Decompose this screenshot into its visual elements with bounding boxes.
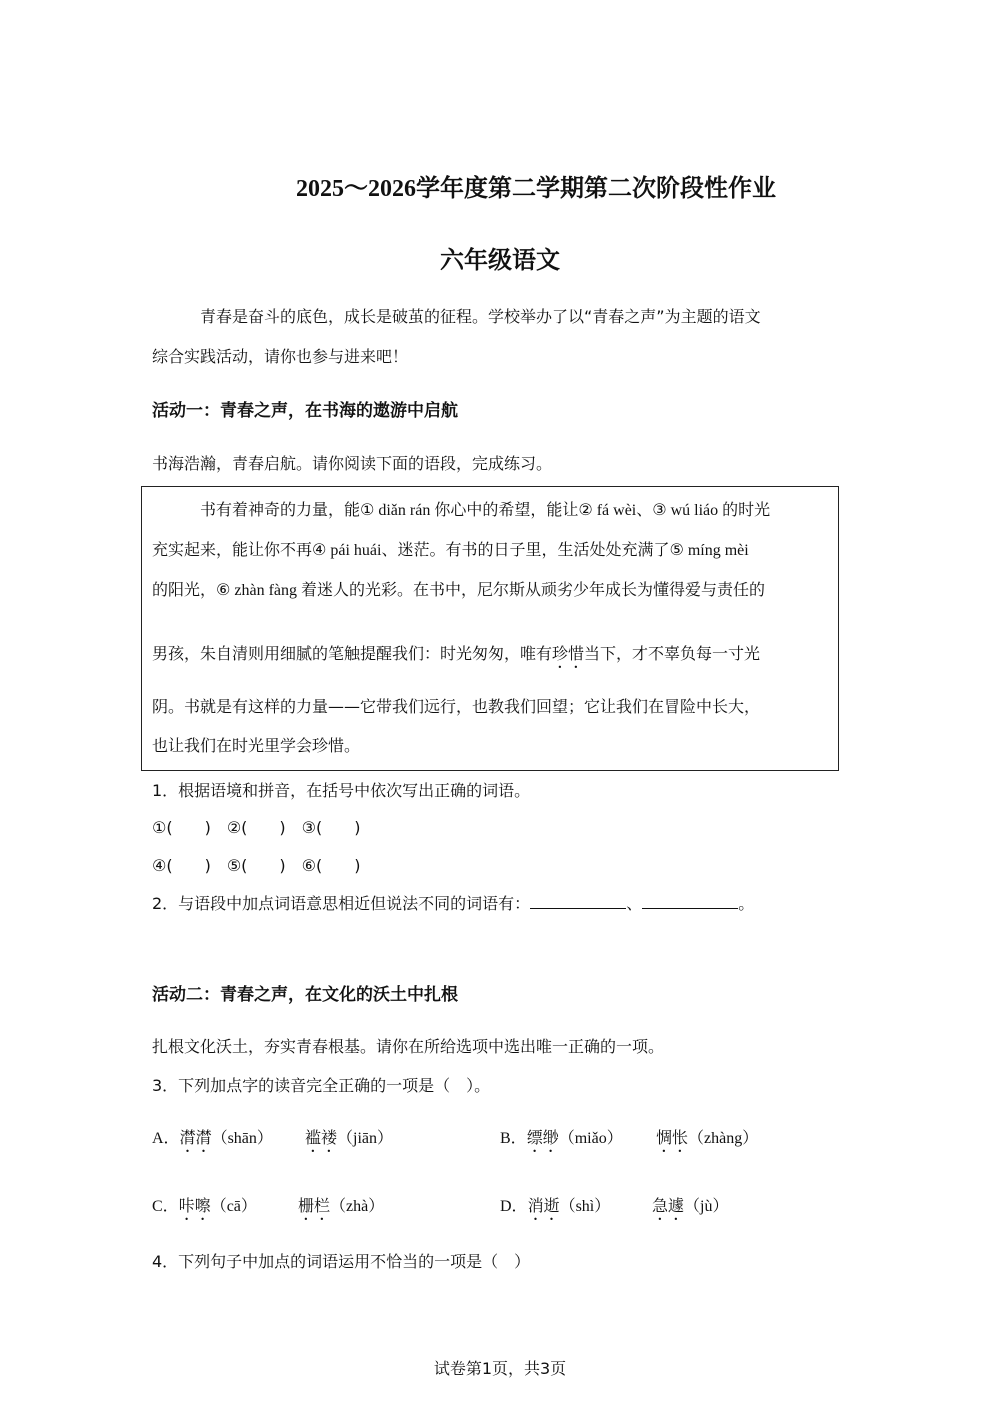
activity2-instruction: 扎根文化沃土，夯实青春根基。请你在所给选项中选出唯一正确的一项。 [152, 1037, 665, 1056]
question-3: 3．下列加点字的读音完全正确的一项是（ ）。 [152, 1076, 491, 1095]
question-1-row-1: ①( ) ②( ) ③( ) [152, 818, 361, 837]
option-b-word-2: 惆怅（zhàng） [656, 1128, 759, 1147]
passage-box [141, 486, 839, 771]
passage-line-3: 的阳光，⑥ zhàn fàng 着迷人的光彩。在书中，尼尔斯从顽劣少年成长为懂得爱与责任的 [152, 580, 766, 599]
answer-blank-2[interactable] [642, 894, 738, 909]
pinyin-1: diǎn rán [374, 502, 435, 519]
option-a: A．潸潸（shān） [152, 1128, 273, 1147]
pinyin-5: míng mèi [683, 542, 749, 559]
passage-line-4: 男孩，朱自清则用细腻的笔触提醒我们：时光匆匆，唯有珍惜当下，才不辜负每一寸光 [152, 644, 761, 663]
passage-line-5: 阴。书就是有这样的力量——它带我们远行，也教我们回望；它让我们在冒险中长大， [152, 697, 761, 716]
activity1-heading: 活动一：青春之声，在书海的遨游中启航 [152, 401, 458, 421]
pinyin-6: zhàn fàng [230, 582, 301, 599]
question-1-row-2: ④( ) ⑤( ) ⑥( ) [152, 856, 361, 875]
intro-line-1: 青春是奋斗的底色，成长是破茧的征程。学校举办了以“青春之声”为主题的语文 [200, 307, 761, 326]
pinyin-3: wú liáo [666, 502, 723, 519]
option-b: B．缥缈（miǎo） [500, 1128, 623, 1147]
passage-line-6: 也让我们在时光里学会珍惜。 [152, 736, 361, 755]
option-d-word-2: 急遽（jù） [652, 1196, 729, 1215]
option-d: D．消逝（shì） [500, 1196, 611, 1215]
option-c: C．咔嚓（cā） [152, 1196, 257, 1215]
option-c-word-2: 栅栏（zhà） [298, 1196, 385, 1215]
answer-blank-1[interactable] [530, 894, 626, 909]
question-2: 2．与语段中加点词语意思相近但说法不同的词语有： 、 。 [152, 894, 755, 913]
question-1: 1．根据语境和拼音，在括号中依次写出正确的词语。 [152, 781, 531, 800]
activity1-instruction: 书海浩瀚，青春启航。请你阅读下面的语段，完成练习。 [152, 454, 553, 473]
passage-line-2: 充实起来，能让你不再④ pái huái、迷茫。有书的日子里，生活处处充满了⑤ míng mèi [152, 540, 749, 559]
passage-line-1: 书有着神奇的力量，能① diǎn rán 你心中的希望，能让② fá wèi、③ wú liáo 的时光 [200, 500, 771, 519]
activity2-heading: 活动二：青春之声，在文化的沃土中扎根 [152, 985, 458, 1005]
pinyin-4: pái huái [326, 542, 382, 559]
page-title: 2025～2026学年度第二学期第二次阶段性作业 [296, 176, 776, 202]
question-4: 4．下列句子中加点的词语运用不恰当的一项是（ ） [152, 1252, 531, 1271]
pinyin-2: fá wèi [592, 502, 637, 519]
page-footer: 试卷第1页，共3页 [433, 1359, 567, 1378]
dotted-word: 珍惜 [552, 644, 585, 663]
page-subtitle: 六年级语文 [440, 246, 560, 274]
intro-line-2: 综合实践活动，请你也参与进来吧！ [152, 347, 409, 366]
option-a-word-2: 褴褛（jiān） [305, 1128, 394, 1147]
